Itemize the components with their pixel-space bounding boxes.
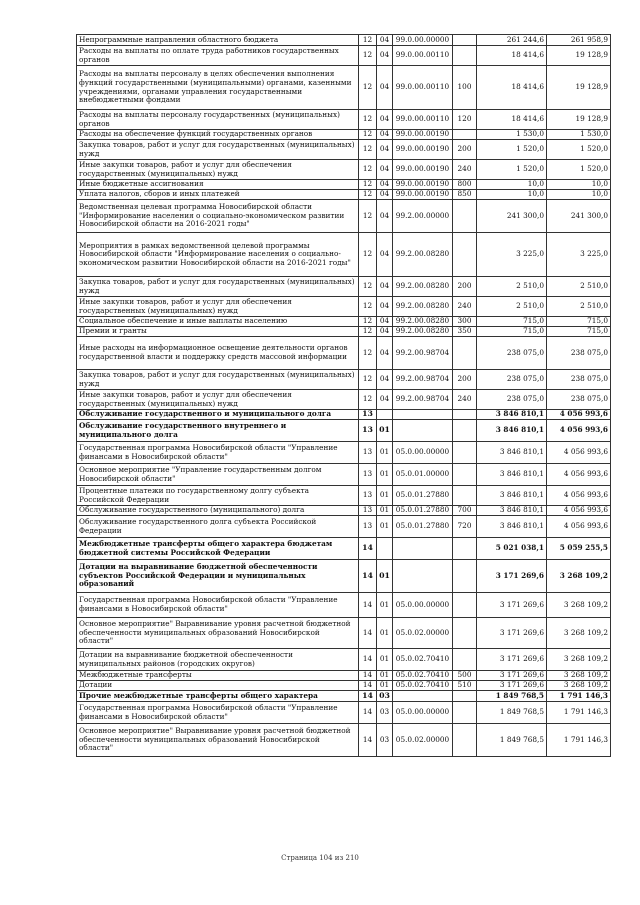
row-subsection: 04: [377, 110, 393, 130]
row-expense-type: 700: [453, 506, 477, 516]
row-amount-year1: 3 846 810,1: [477, 506, 547, 516]
row-target-article: 05.0.00.00000: [393, 593, 453, 618]
row-expense-type: 240: [453, 390, 477, 410]
row-subsection: [377, 410, 393, 420]
row-amount-year1: 2 510,0: [477, 297, 547, 317]
table-row: [77, 337, 611, 370]
row-expense-type: [453, 130, 477, 140]
table-row: [77, 317, 611, 327]
table-row: [77, 110, 611, 130]
row-section: 12: [359, 35, 377, 46]
row-subsection: 04: [377, 46, 393, 66]
row-amount-year2: 4 056 993,6: [547, 486, 611, 506]
row-expense-type: [453, 200, 477, 233]
row-section: 14: [359, 593, 377, 618]
row-section: 12: [359, 370, 377, 390]
row-expense-type: 200: [453, 277, 477, 297]
row-target-article: 99.2.00.08280: [393, 297, 453, 317]
table-row: [77, 370, 611, 390]
row-amount-year2: 1 791 146,3: [547, 702, 611, 724]
table-row: [77, 618, 611, 649]
row-subsection: 04: [377, 337, 393, 370]
row-amount-year2: 1 520,0: [547, 140, 611, 160]
row-expense-type: [453, 486, 477, 506]
row-subsection: 01: [377, 516, 393, 538]
row-expense-type: [453, 233, 477, 277]
table-row: [77, 327, 611, 337]
table-row: [77, 66, 611, 110]
row-section: 13: [359, 420, 377, 442]
row-section: 12: [359, 110, 377, 130]
row-name: Основное мероприятие "Управление государственным долгом Новосибирской области": [77, 464, 359, 486]
row-section: 13: [359, 506, 377, 516]
table-row: [77, 46, 611, 66]
row-name: Процентные платежи по государственному долгу субъекта Российской Федерации: [77, 486, 359, 506]
row-subsection: [377, 538, 393, 560]
row-name: Закупка товаров, работ и услуг для государственных (муниципальных) нужд: [77, 140, 359, 160]
row-subsection: 04: [377, 297, 393, 317]
row-amount-year2: 3 268 109,2: [547, 681, 611, 691]
table-row: [77, 724, 611, 757]
row-expense-type: 100: [453, 66, 477, 110]
row-subsection: 03: [377, 702, 393, 724]
row-subsection: 04: [377, 233, 393, 277]
row-amount-year1: 3 171 269,6: [477, 560, 547, 593]
row-target-article: 05.0.02.00000: [393, 724, 453, 757]
row-name: Расходы на выплаты персоналу в целях обеспечения выполнения функций государственными (муниципальными) органами, казенными учреждениями, органами управления государственными внебюджетными фондами: [77, 66, 359, 110]
row-amount-year1: 18 414,6: [477, 110, 547, 130]
table-row: [77, 277, 611, 297]
row-subsection: 04: [377, 390, 393, 410]
table-row: [77, 410, 611, 420]
row-expense-type: [453, 420, 477, 442]
row-target-article: [393, 410, 453, 420]
row-target-article: 05.0.02.70410: [393, 649, 453, 671]
table-row: [77, 180, 611, 190]
row-subsection: 01: [377, 442, 393, 464]
row-amount-year2: 261 958,9: [547, 35, 611, 46]
row-target-article: 05.0.01.27880: [393, 506, 453, 516]
row-name: Обслуживание государственного и муниципального долга: [77, 410, 359, 420]
row-expense-type: [453, 442, 477, 464]
row-name: Основное мероприятие" Выравнивание уровня расчетной бюджетной обеспеченности муниципальных образований Новосибирской области": [77, 724, 359, 757]
row-target-article: 99.0.00.00110: [393, 66, 453, 110]
row-name: Дотации на выравнивание бюджетной обеспеченности муниципальных районов (городских округов): [77, 649, 359, 671]
table-row: [77, 190, 611, 200]
row-subsection: 03: [377, 691, 393, 702]
row-amount-year2: 10,0: [547, 190, 611, 200]
row-amount-year1: 1 849 768,5: [477, 724, 547, 757]
row-name: Обслуживание государственного внутреннего и муниципального долга: [77, 420, 359, 442]
row-section: 13: [359, 516, 377, 538]
row-name: Иные закупки товаров, работ и услуг для обеспечения государственных (муниципальных) нужд: [77, 160, 359, 180]
row-subsection: 04: [377, 35, 393, 46]
row-section: 12: [359, 297, 377, 317]
row-amount-year1: 715,0: [477, 327, 547, 337]
row-amount-year2: 715,0: [547, 317, 611, 327]
row-expense-type: 510: [453, 681, 477, 691]
row-expense-type: [453, 618, 477, 649]
row-subsection: 01: [377, 671, 393, 681]
table-row: [77, 506, 611, 516]
row-section: 14: [359, 649, 377, 671]
row-target-article: 99.0.00.00110: [393, 110, 453, 130]
row-expense-type: [453, 649, 477, 671]
row-target-article: 99.2.00.08280: [393, 233, 453, 277]
row-expense-type: [453, 46, 477, 66]
row-name: Непрограммные направления областного бюджета: [77, 35, 359, 46]
row-target-article: 99.2.00.08280: [393, 277, 453, 297]
row-amount-year2: 238 075,0: [547, 337, 611, 370]
row-amount-year1: 3 171 269,6: [477, 681, 547, 691]
row-amount-year1: 1 849 768,5: [477, 691, 547, 702]
row-amount-year1: 3 846 810,1: [477, 442, 547, 464]
row-name: Иные закупки товаров, работ и услуг для обеспечения государственных (муниципальных) нужд: [77, 390, 359, 410]
row-amount-year2: 4 056 993,6: [547, 442, 611, 464]
row-section: 13: [359, 442, 377, 464]
row-name: Основное мероприятие" Выравнивание уровня расчетной бюджетной обеспеченности муниципальных образований Новосибирской области": [77, 618, 359, 649]
row-target-article: 99.2.00.98704: [393, 370, 453, 390]
row-section: 12: [359, 317, 377, 327]
table-body: [77, 35, 611, 757]
row-amount-year1: 3 171 269,6: [477, 593, 547, 618]
table-row: [77, 442, 611, 464]
row-expense-type: 720: [453, 516, 477, 538]
row-section: 12: [359, 200, 377, 233]
row-subsection: 04: [377, 370, 393, 390]
row-subsection: 01: [377, 618, 393, 649]
row-expense-type: 200: [453, 140, 477, 160]
row-amount-year2: 4 056 993,6: [547, 506, 611, 516]
row-target-article: [393, 420, 453, 442]
row-subsection: 01: [377, 464, 393, 486]
row-name: Дотации на выравнивание бюджетной обеспеченности субъектов Российской Федерации и муниципальных образований: [77, 560, 359, 593]
row-amount-year2: 4 056 993,6: [547, 410, 611, 420]
row-target-article: 99.0.00.00190: [393, 190, 453, 200]
row-subsection: 04: [377, 317, 393, 327]
row-name: Премии и гранты: [77, 327, 359, 337]
row-subsection: 01: [377, 486, 393, 506]
row-name: Расходы на выплаты персоналу государственных (муниципальных) органов: [77, 110, 359, 130]
row-name: Ведомственная целевая программа Новосибирской области "Информирование населения о социально-экономическом развитии Новосибирской области на 2016-2021 годы": [77, 200, 359, 233]
row-amount-year2: 4 056 993,6: [547, 420, 611, 442]
row-section: 14: [359, 560, 377, 593]
table-row: [77, 140, 611, 160]
row-section: 12: [359, 180, 377, 190]
row-amount-year1: 5 021 038,1: [477, 538, 547, 560]
row-section: 12: [359, 46, 377, 66]
table-row: [77, 691, 611, 702]
table-row: [77, 671, 611, 681]
row-subsection: 01: [377, 649, 393, 671]
row-target-article: 99.0.00.00190: [393, 140, 453, 160]
row-target-article: 99.2.00.00000: [393, 200, 453, 233]
row-subsection: 04: [377, 130, 393, 140]
row-target-article: 99.0.00.00000: [393, 35, 453, 46]
row-target-article: 05.0.01.27880: [393, 486, 453, 506]
row-amount-year2: 3 268 109,2: [547, 593, 611, 618]
row-section: 14: [359, 724, 377, 757]
row-amount-year1: 715,0: [477, 317, 547, 327]
table-row: [77, 593, 611, 618]
row-amount-year1: 1 530,0: [477, 130, 547, 140]
row-subsection: 01: [377, 681, 393, 691]
table-row: [77, 560, 611, 593]
row-amount-year2: 1 791 146,3: [547, 691, 611, 702]
table-row: [77, 390, 611, 410]
table-row: [77, 486, 611, 506]
row-section: 12: [359, 390, 377, 410]
row-name: Иные закупки товаров, работ и услуг для обеспечения государственных (муниципальных) нужд: [77, 297, 359, 317]
table-row: [77, 681, 611, 691]
row-amount-year1: 2 510,0: [477, 277, 547, 297]
row-target-article: 05.0.00.00000: [393, 702, 453, 724]
table-row: [77, 516, 611, 538]
row-amount-year1: 10,0: [477, 180, 547, 190]
row-subsection: 04: [377, 327, 393, 337]
row-target-article: [393, 560, 453, 593]
row-name: Расходы на обеспечение функций государственных органов: [77, 130, 359, 140]
row-expense-type: 120: [453, 110, 477, 130]
row-subsection: 01: [377, 593, 393, 618]
row-amount-year1: 1 520,0: [477, 160, 547, 180]
row-amount-year1: 238 075,0: [477, 370, 547, 390]
row-name: Межбюджетные трансферты: [77, 671, 359, 681]
row-expense-type: 800: [453, 180, 477, 190]
row-expense-type: 240: [453, 297, 477, 317]
row-expense-type: [453, 35, 477, 46]
row-section: 13: [359, 410, 377, 420]
row-amount-year2: 1 791 146,3: [547, 724, 611, 757]
table-row: [77, 464, 611, 486]
row-expense-type: 850: [453, 190, 477, 200]
row-section: 12: [359, 130, 377, 140]
row-amount-year1: 3 846 810,1: [477, 410, 547, 420]
row-target-article: 05.0.02.70410: [393, 671, 453, 681]
table-row: [77, 130, 611, 140]
row-section: 14: [359, 702, 377, 724]
row-name: Иные расходы на информационное освещение деятельности органов государственной власти и поддержку средств массовой информации: [77, 337, 359, 370]
row-section: 14: [359, 671, 377, 681]
row-amount-year1: 261 244,6: [477, 35, 547, 46]
row-amount-year1: 3 171 269,6: [477, 618, 547, 649]
table-row: [77, 200, 611, 233]
row-target-article: 05.0.01.27880: [393, 516, 453, 538]
row-amount-year2: 5 059 255,5: [547, 538, 611, 560]
row-expense-type: [453, 724, 477, 757]
row-amount-year2: 1 530,0: [547, 130, 611, 140]
row-expense-type: 200: [453, 370, 477, 390]
row-amount-year2: 2 510,0: [547, 297, 611, 317]
row-target-article: 05.0.00.00000: [393, 442, 453, 464]
row-name: Обслуживание государственного долга субъекта Российской Федерации: [77, 516, 359, 538]
row-expense-type: [453, 410, 477, 420]
row-expense-type: 240: [453, 160, 477, 180]
row-target-article: 99.2.00.98704: [393, 337, 453, 370]
row-expense-type: [453, 538, 477, 560]
row-amount-year1: 3 846 810,1: [477, 464, 547, 486]
table-row: [77, 420, 611, 442]
row-expense-type: 500: [453, 671, 477, 681]
table-row: [77, 160, 611, 180]
row-subsection: 04: [377, 140, 393, 160]
table-row: [77, 233, 611, 277]
row-amount-year2: 19 128,9: [547, 66, 611, 110]
row-name: Обслуживание государственного (муниципального) долга: [77, 506, 359, 516]
row-name: Закупка товаров, работ и услуг для государственных (муниципальных) нужд: [77, 277, 359, 297]
row-amount-year2: 241 300,0: [547, 200, 611, 233]
row-expense-type: [453, 464, 477, 486]
row-section: 14: [359, 618, 377, 649]
row-amount-year1: 238 075,0: [477, 337, 547, 370]
row-amount-year2: 3 225,0: [547, 233, 611, 277]
budget-table: [76, 34, 611, 757]
row-target-article: [393, 691, 453, 702]
row-target-article: 99.0.00.00110: [393, 46, 453, 66]
row-target-article: 99.0.00.00190: [393, 130, 453, 140]
row-subsection: 04: [377, 277, 393, 297]
row-target-article: 99.0.00.00190: [393, 180, 453, 190]
row-amount-year2: 4 056 993,6: [547, 516, 611, 538]
row-amount-year2: 3 268 109,2: [547, 671, 611, 681]
row-target-article: 99.2.00.98704: [393, 390, 453, 410]
row-name: Прочие межбюджетные трансферты общего характера: [77, 691, 359, 702]
row-amount-year1: 10,0: [477, 190, 547, 200]
row-section: 12: [359, 160, 377, 180]
row-name: Межбюджетные трансферты общего характера бюджетам бюджетной системы Российской Федерации: [77, 538, 359, 560]
row-target-article: 05.0.02.70410: [393, 681, 453, 691]
row-amount-year1: 1 520,0: [477, 140, 547, 160]
table-row: [77, 538, 611, 560]
row-section: 12: [359, 337, 377, 370]
row-subsection: 01: [377, 506, 393, 516]
row-target-article: 05.0.02.00000: [393, 618, 453, 649]
row-name: Уплата налогов, сборов и иных платежей: [77, 190, 359, 200]
row-amount-year1: 18 414,6: [477, 66, 547, 110]
row-amount-year1: 241 300,0: [477, 200, 547, 233]
row-name: Расходы на выплаты по оплате труда работников государственных органов: [77, 46, 359, 66]
table-row: [77, 702, 611, 724]
row-subsection: 04: [377, 180, 393, 190]
table-row: [77, 297, 611, 317]
row-expense-type: [453, 691, 477, 702]
row-amount-year1: 3 846 810,1: [477, 486, 547, 506]
row-expense-type: [453, 560, 477, 593]
row-subsection: 04: [377, 160, 393, 180]
row-amount-year2: 19 128,9: [547, 46, 611, 66]
row-name: Государственная программа Новосибирской области "Управление финансами в Новосибирской области": [77, 442, 359, 464]
row-amount-year1: 3 846 810,1: [477, 420, 547, 442]
row-expense-type: [453, 593, 477, 618]
row-amount-year1: 3 171 269,6: [477, 649, 547, 671]
row-amount-year1: 3 846 810,1: [477, 516, 547, 538]
row-amount-year2: 10,0: [547, 180, 611, 190]
row-target-article: 99.0.00.00190: [393, 160, 453, 180]
row-amount-year1: 18 414,6: [477, 46, 547, 66]
row-name: Государственная программа Новосибирской области "Управление финансами в Новосибирской области": [77, 593, 359, 618]
row-target-article: 99.2.00.08280: [393, 317, 453, 327]
row-expense-type: 350: [453, 327, 477, 337]
table-row: [77, 649, 611, 671]
page-footer: Страница 104 из 210: [281, 854, 359, 862]
row-name: Социальное обеспечение и иные выплаты населению: [77, 317, 359, 327]
row-section: 12: [359, 140, 377, 160]
row-amount-year1: 3 225,0: [477, 233, 547, 277]
row-name: Закупка товаров, работ и услуг для государственных (муниципальных) нужд: [77, 370, 359, 390]
row-section: 12: [359, 233, 377, 277]
row-amount-year2: 4 056 993,6: [547, 464, 611, 486]
row-amount-year2: 1 520,0: [547, 160, 611, 180]
row-amount-year2: 3 268 109,2: [547, 649, 611, 671]
row-subsection: 01: [377, 560, 393, 593]
row-expense-type: [453, 337, 477, 370]
row-section: 14: [359, 691, 377, 702]
row-section: 12: [359, 66, 377, 110]
row-target-article: 99.2.00.08280: [393, 327, 453, 337]
row-amount-year2: 238 075,0: [547, 370, 611, 390]
row-subsection: 04: [377, 190, 393, 200]
row-amount-year2: 2 510,0: [547, 277, 611, 297]
row-section: 12: [359, 190, 377, 200]
row-subsection: 04: [377, 200, 393, 233]
row-target-article: 05.0.01.00000: [393, 464, 453, 486]
row-amount-year2: 3 268 109,2: [547, 618, 611, 649]
row-section: 12: [359, 327, 377, 337]
row-name: Государственная программа Новосибирской области "Управление финансами в Новосибирской области": [77, 702, 359, 724]
row-name: Иные бюджетные ассигнования: [77, 180, 359, 190]
row-amount-year1: 3 171 269,6: [477, 671, 547, 681]
row-amount-year2: 19 128,9: [547, 110, 611, 130]
row-section: 14: [359, 681, 377, 691]
row-name: Мероприятия в рамках ведомственной целевой программы Новосибирской области "Информирование населения о социально-экономическом развитии Новосибирской области на 2016-2021 годы": [77, 233, 359, 277]
row-amount-year2: 3 268 109,2: [547, 560, 611, 593]
row-target-article: [393, 538, 453, 560]
row-amount-year1: 1 849 768,5: [477, 702, 547, 724]
row-name: Дотации: [77, 681, 359, 691]
row-subsection: 01: [377, 420, 393, 442]
row-amount-year1: 238 075,0: [477, 390, 547, 410]
row-subsection: 03: [377, 724, 393, 757]
row-section: 13: [359, 486, 377, 506]
row-section: 14: [359, 538, 377, 560]
row-section: 12: [359, 277, 377, 297]
row-subsection: 04: [377, 66, 393, 110]
row-expense-type: 300: [453, 317, 477, 327]
row-section: 13: [359, 464, 377, 486]
table-row: [77, 35, 611, 46]
row-expense-type: [453, 702, 477, 724]
row-amount-year2: 238 075,0: [547, 390, 611, 410]
row-amount-year2: 715,0: [547, 327, 611, 337]
